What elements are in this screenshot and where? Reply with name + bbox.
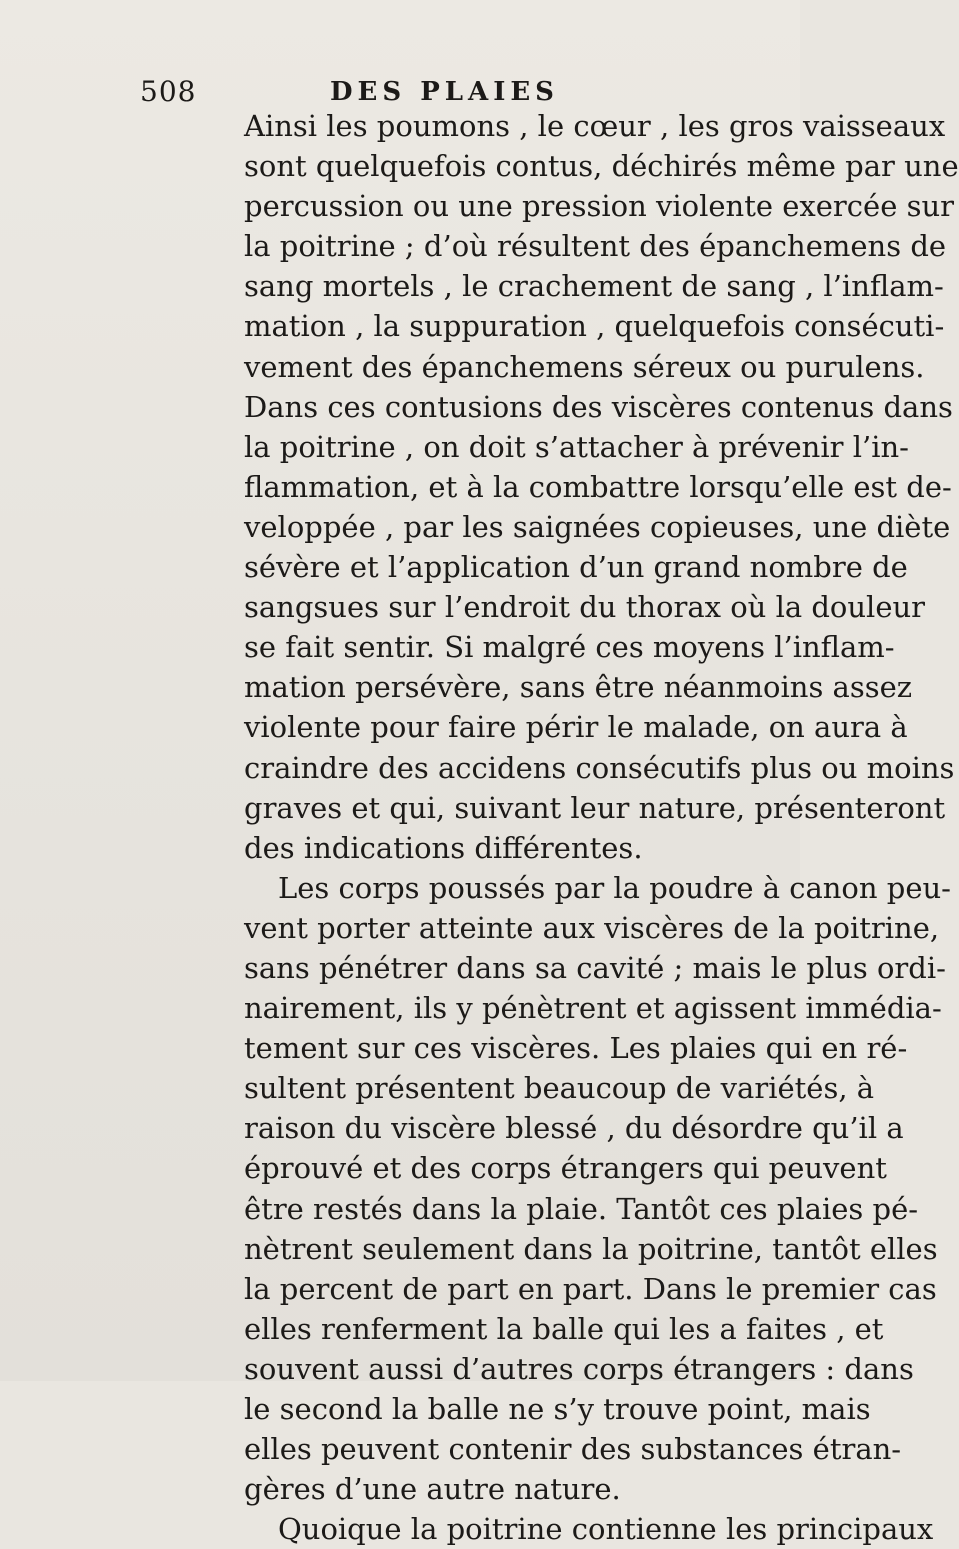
text-line: Ainsi les poumons , le cœur , les gros vaisseaux [244, 109, 946, 143]
body-text [244, 106, 959, 1549]
text-line: la percent de part en part. Dans le premier cas [244, 1271, 937, 1306]
text-line: sévère et l’application d’un grand nombre de [244, 550, 908, 585]
text-line: le second la balle ne s’y trouve point, mais [244, 1392, 871, 1426]
paragraph-end-line: des indications différentes. [244, 830, 643, 865]
text-line: elles renferment la balle qui les a faites , et [244, 1311, 884, 1346]
text-line: nètrent seulement dans la poitrine, tantôt elles [244, 1231, 938, 1266]
text-line: vent porter atteinte aux viscères de la poitrine, [244, 910, 940, 945]
text-line: raison du viscère blessé , du désordre qu’il a [244, 1111, 904, 1146]
paragraph-start-line: Quoique la poitrine contienne les principaux [278, 1512, 934, 1547]
text-line: veloppée , par les saignées copieuses, une diète [244, 509, 951, 544]
text-line: sang mortels , le crachement de sang , l’inflam- [244, 269, 944, 304]
paragraph-start-line: Les corps poussés par la poudre à canon peu- [278, 870, 951, 905]
text-line: percussion ou une pression violente exercée sur [244, 189, 954, 224]
text-line: souvent aussi d’autres corps étrangers : dans [244, 1351, 914, 1386]
paragraph-end-line: gères d’une autre nature. [244, 1472, 621, 1507]
text-line: éprouvé et des corps étrangers qui peuvent [244, 1151, 887, 1186]
text-line: nairement, ils y pénètrent et agissent immédia- [244, 991, 942, 1026]
text-line: être restés dans la plaie. Tantôt ces plaies pé- [244, 1191, 919, 1226]
text-line: mation persévère, sans être néanmoins assez [244, 670, 913, 705]
text-line: sangsues sur l’endroit du thorax où la douleur [244, 590, 926, 625]
running-title: DES PLAIES [330, 77, 559, 107]
text-line: sans pénétrer dans sa cavité ; mais le plus ordi- [244, 950, 946, 985]
text-line: graves et qui, suivant leur nature, présenteront [244, 790, 946, 825]
text-line: elles peuvent contenir des substances étran- [244, 1432, 902, 1467]
text-line: la poitrine ; d’où résultent des épanchemens de [244, 229, 947, 264]
text-line: se fait sentir. Si malgré ces moyens l’inflam- [244, 630, 895, 665]
text-line: craindre des accidens consécutifs plus ou moins [244, 750, 955, 785]
text-line: mation , la suppuration , quelquefois consécuti- [244, 309, 945, 344]
text-line: vement des épanchemens séreux ou purulens. [244, 349, 925, 384]
text-line: Dans ces contusions des viscères contenus dans [244, 389, 953, 424]
text-line: sultent présentent beaucoup de variétés, à [244, 1071, 875, 1106]
text-line: tement sur ces viscères. Les plaies qui en ré- [244, 1031, 908, 1066]
page-number: 508 [140, 75, 197, 108]
text-line: sont quelquefois contus, déchirés même par une [244, 149, 959, 184]
text-line: violente pour faire périr le malade, on aura à [244, 710, 908, 745]
text-line: la poitrine , on doit s’attacher à prévenir l’in- [244, 429, 909, 464]
text-line: flammation, et à la combattre lorsqu’elle est de- [244, 469, 952, 504]
